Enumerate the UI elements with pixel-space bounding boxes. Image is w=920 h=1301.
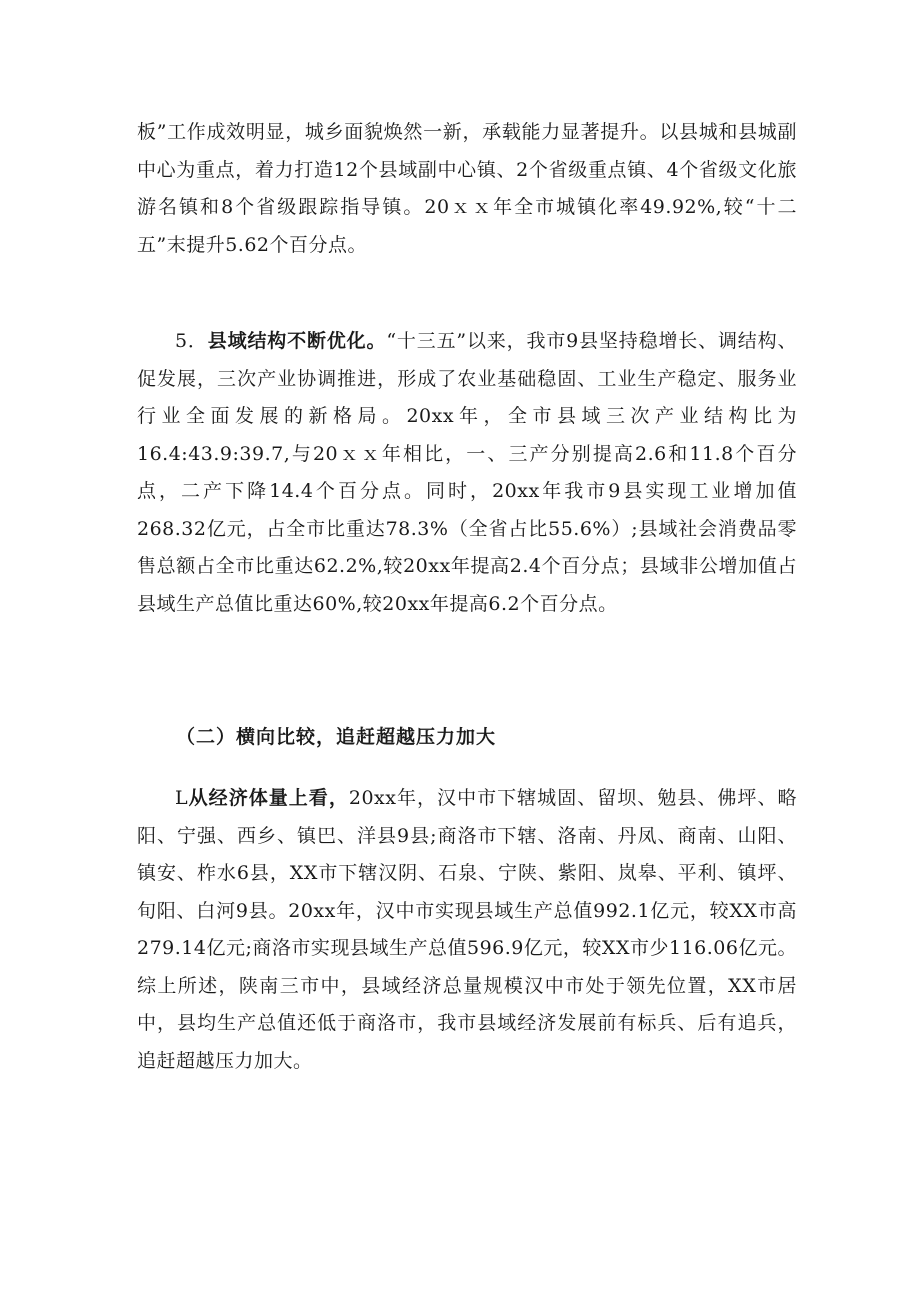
paragraph-economic-scale-text: 20xx年，汉中市下辖城固、留坝、勉县、佛坪、略阳、宁强、西乡、镇巴、洋县9县;商洛市下辖、洛南、丹凤、商南、山阳、镇安、柞水6县，XX市下辖汉阴、石泉、宁陕、紫阳、岚皋、平利、镇坪、旬阳、白河9县。20xx年，汉中市实现县域生产总值992.1亿元，较XX市高279.14亿元;商洛市实现县域生产总值596.9亿元，较XX市少116.06亿元。综上所述，陕南三市中，县域经济总量规模汉中市处于领先位置，XX市居中，县均生产总值还低于商洛市，我市县域经济发展前有标兵、后有追兵，追赶超越压力加大。 [137, 787, 797, 1072]
paragraph-urbanization [137, 114, 797, 264]
paragraph-county-structure-text: “十三五”以来，我市9县坚持稳增长、调结构、促发展，三次产业协调推进，形成了农业基础稳固、工业生产稳定、服务业行业全面发展的新格局。20xx年，全市县域三次产业结构比为16.4:43.9:39.7,与20ｘｘ年相比，一、三产分别提高2.6和11.8个百分点，二产下降14.4个百分点。同时，20xx年我市9县实现工业增加值268.32亿元，占全市比重达78.3%（全省占比55.6%）;县域社会消费品零售总额占全市比重达62.2%,较20xx年提高2.4个百分点；县域非公增加值占县域生产总值比重达60%,较20xx年提高6.2个百分点。 [137, 330, 797, 615]
item-number: 5． [175, 330, 208, 352]
item-bold-title: 从经济体量上看， [188, 787, 349, 809]
paragraph-urbanization-text: 板”工作成效明显，城乡面貌焕然一新，承载能力显著提升。以县城和县城副中心为重点，着力打造12个县域副中心镇、2个省级重点镇、4个省级文化旅游名镇和8个省级跟踪指导镇。20ｘｘ年全市城镇化率49.92%,较“十二五”末提升5.62个百分点。 [137, 121, 797, 256]
item-bold-title: 县域结构不断优化。 [207, 330, 387, 352]
section-heading-text: （二）横向比较，追赶超越压力加大 [176, 726, 497, 748]
section-heading [176, 719, 796, 757]
paragraph-economic-scale [137, 780, 797, 1080]
paragraph-county-structure [137, 323, 797, 623]
item-number: L [175, 787, 189, 809]
